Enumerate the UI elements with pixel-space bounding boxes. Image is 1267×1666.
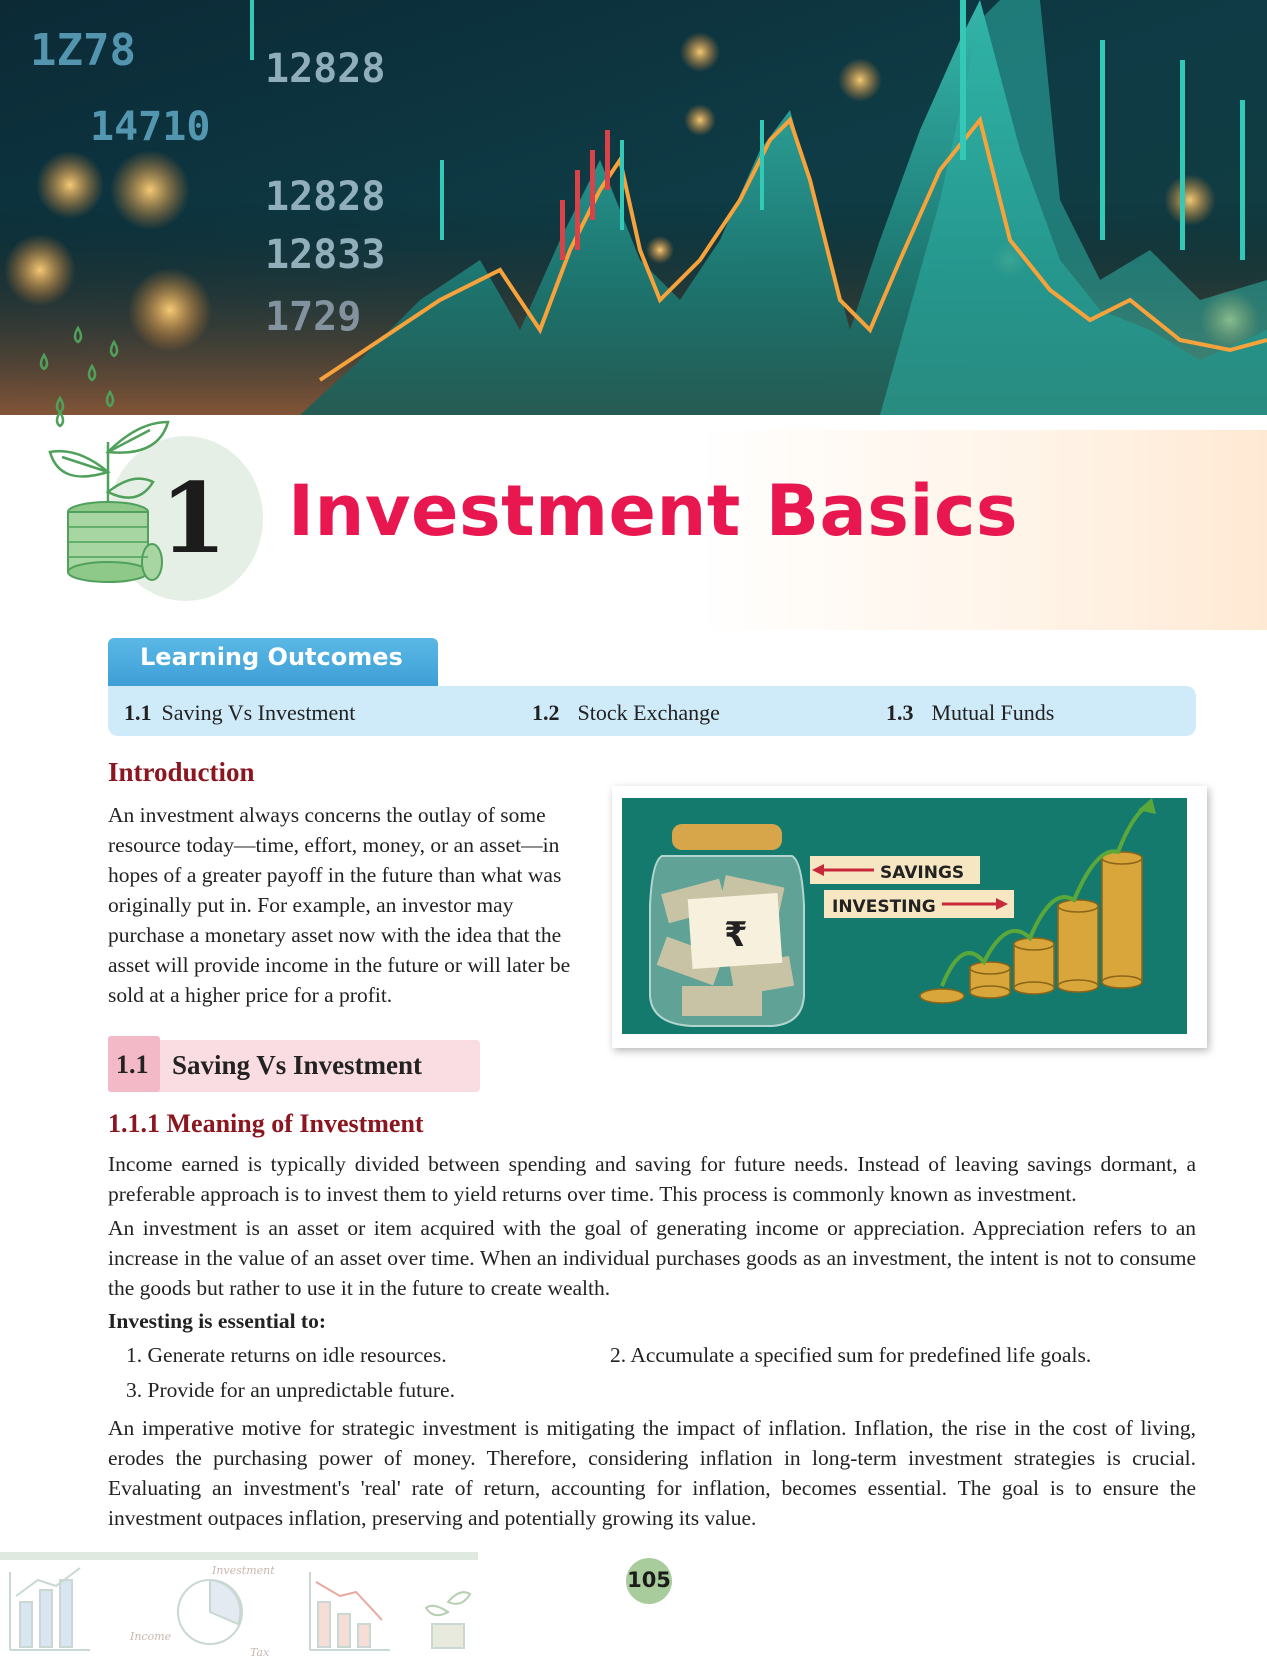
list-item: 2. Accumulate a specified sum for predefined life goals. <box>610 1343 1092 1367</box>
introduction-text: An investment always concerns the outlay of some resource today—time, effort, money, or an asset—in hopes of a greater payoff in the future than what was originally put in. For example, an investor may purchase a monetary asset now with the idea that the asset will provide income in the future or will later be sold at a higher price for a profit. <box>108 803 571 1007</box>
chapter-title: Investment Basics <box>288 470 1019 552</box>
doodle-label-tax: Tax <box>250 1646 270 1659</box>
doodle-label-investment: Investment <box>212 1564 275 1577</box>
learning-outcome-item <box>532 700 720 726</box>
footer-decoration <box>0 1562 478 1661</box>
list-item: 1. Generate returns on idle resources. <box>126 1343 447 1367</box>
outcome-text: Mutual Funds <box>931 700 1055 725</box>
paragraph-2: An investment is an asset or item acquired with the goal of generating income or appreciation. Appreciation refers to an increase in the value of an asset over time. When an individual purchases goods as an investment, the intent is not to consume the goods but rather to use it in the future to create wealth. <box>108 1216 1196 1300</box>
list-item: 3. Provide for an unpredictable future. <box>126 1378 455 1402</box>
paragraph-3: An imperative motive for strategic investment is mitigating the impact of inflation. Inflation, the rise in the cost of living, erodes the purchasing power of money. Therefore, considering inflation in long-term investment strategies is crucial. Evaluating an investment's 'real' rate of return, accounting for inflation, becomes essential. The goal is to ensure the investment outpaces inflation, preserving and potentially growing its value. <box>108 1416 1196 1530</box>
chapter-number: 1 <box>160 462 227 575</box>
investing-label: INVESTING <box>832 897 936 917</box>
section-title: Saving Vs Investment <box>172 1050 423 1080</box>
stock-chart-banner-image <box>0 0 1267 415</box>
ticker-2: 12828 <box>265 46 386 92</box>
rupee-symbol: ₹ <box>724 915 748 955</box>
learning-outcome-item <box>886 700 1054 726</box>
footer-rule <box>0 1552 478 1560</box>
essential-heading: Investing is essential to: <box>108 1309 326 1333</box>
ticker-5: 12833 <box>265 232 386 278</box>
plant-coins-icon <box>40 412 180 602</box>
savings-investing-illustration <box>612 786 1207 1048</box>
outcome-number: 1.3 <box>886 700 914 725</box>
ticker-4: 12828 <box>265 174 386 220</box>
introduction-heading: Introduction <box>108 757 255 787</box>
ticker-1: 1Z78 <box>30 25 136 76</box>
learning-outcomes-label: Learning Outcomes <box>140 643 403 671</box>
paragraph-1: Income earned is typically divided between spending and saving for future needs. Instead of leaving savings dormant, a preferable approach is to invest them to yield returns over time. This process is commonly known as investment. <box>108 1152 1196 1206</box>
outcome-number: 1.2 <box>532 700 560 725</box>
page-number: 105 <box>627 1568 671 1592</box>
savings-label: SAVINGS <box>880 863 965 883</box>
outcome-text: Saving Vs Investment <box>161 700 356 725</box>
doodle-label-income: Income <box>130 1630 172 1643</box>
hero-banner <box>0 0 1267 415</box>
ticker-6: 1729 <box>265 294 362 340</box>
outcome-text: Stock Exchange <box>577 700 720 725</box>
learning-outcome-item <box>124 700 355 726</box>
outcome-number: 1.1 <box>124 700 152 725</box>
savings-investing-figure <box>612 786 1207 1048</box>
finance-doodles <box>0 1562 478 1661</box>
ticker-3: 14710 <box>90 104 211 150</box>
subsection-heading: 1.1.1 Meaning of Investment <box>108 1109 424 1138</box>
section-number: 1.1 <box>116 1050 149 1079</box>
